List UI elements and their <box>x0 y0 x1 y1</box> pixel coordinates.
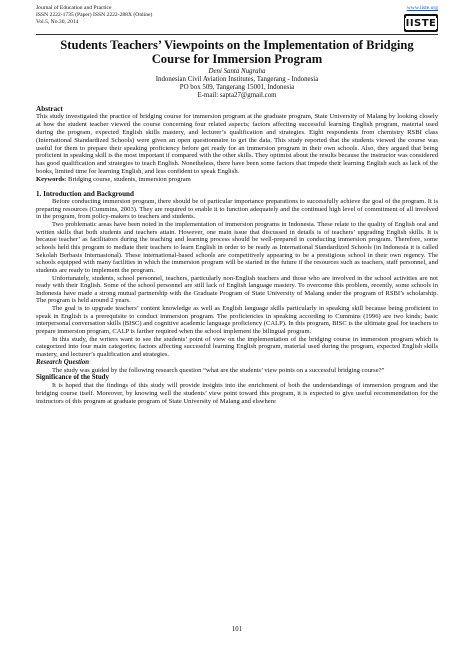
iiste-logo <box>404 14 438 32</box>
page-header <box>36 5 438 32</box>
abstract-text: This study investigated the practice of bridging course for immersion program at the graduate program, State University of Malang by looking closely at how the student teacher viewed the course concerning four related aspects; factors affecting successful learning English program, material used during the program, expected English skills mastery, and lecturer’s qualification and strategies. Eight respondents from chemistry RSBI class (International Standardized Schools) were given an open questionnaire to get the data. This study reported that the students viewed the course was useful for them to prepare their speaking proficiency before get ready for an immersion program in their own schools. Also, they argued that being proficient in speaking skill is the most important if compared with the other skills. They optimist about the results because the instructor was considered has good qualification and strategies to teach English. Nonetheless, there have been some factors that impede their learning English such as lack of the books, limited time for learning English, and less confident to speak English. <box>36 113 438 175</box>
keywords-text: : Bridging course, students, immersion program <box>64 175 191 183</box>
research-question-text: The study was guided by the following research question “what are the students’ view points on a successful bridging course?” <box>52 366 385 374</box>
keywords <box>36 176 438 184</box>
author-block <box>36 68 438 100</box>
paragraph: In this study, the writers want to see the students’ point of view on the implementation of the bridging course in immersion program which is categorized into four main categories; factors affecting successful learning English program, material used during the program, expected English skills mastery, and lecturer’s qualification and strategies. <box>36 335 438 359</box>
paragraph: Two problematic areas have been noted in the implementation of immersion programs in Indonesia. These relate to the quality of English oral and written skills that both students and teachers attain. However, one main issue that discussed in details is of teachers’ upgrading English skills. It is because teacher’ as facilitators during the teaching and learning process should be well-prepared in conducting immersion program. Therefore, some schools held this program to mediate their teachers to learn English in order to be ready as International Standardized Schools (in Indonesia it is called Sekolah Berbasis Internasional). These international-based schools are competitively appearing to be a prestigious school in their own regency. The schools equipped with many facilities in which the immersion program will be started in the future if the resources such as teachers, staff personnel, and students are ready to implement the program. <box>36 220 438 274</box>
journal-name: Journal of Education and Practice <box>36 5 112 11</box>
significance-heading: Significance of the Study <box>36 374 109 382</box>
page-number: 101 <box>231 626 243 633</box>
paper-title: Students Teachers’ Viewpoints on the Implementation of Bridging Course for Immersion Program <box>60 38 414 66</box>
header-right <box>404 5 438 32</box>
paragraph: Unfortunately, students, school personnel, teachers, particularly non-English teachers and those who are involved in the school activities are not ready with their English. Some of the school personnel are still lack of English language mastery. To overcome this problem, recently, some schools in Indonesia have made a strong mutual partnership with the Graduate Program of State University of Malang under the program of RSBI’s scholarship. The program is held around 2 years. <box>36 274 438 305</box>
journal-info <box>36 5 152 27</box>
paragraph: Before conducting immersion program, there should be of particular importance preparations to successfully achieve the goal of the program. It is preparing resources (Cummins, 2003). They are required to enable it to function adequately and the continued high level of commitment of all involved in the program, from policy-makers to teachers and students. <box>36 197 438 221</box>
research-question-heading: Research Question <box>36 358 90 366</box>
author-address: PO box 509, Tangerang 15001, Indonesia <box>179 84 295 92</box>
significance-text: It is hoped that the findings of this study will provide insights into the enrichment of both the understandings of immersion program and the bridging course itself. Moreover, by knowing well the students’ view point toward this program, it is expected to give useful recommendation for the instructors of this program at graduate program of State University of Malang and elswhere <box>36 382 438 405</box>
keywords-label: Keywords <box>36 175 65 183</box>
author-name: Deni Santa Nugraha <box>208 68 266 75</box>
logo-text: IISTE <box>405 17 437 29</box>
journal-issn: ISSN 2222-1735 (Paper) ISSN 2222-288X (Online) <box>36 12 153 19</box>
journal-volume: Vol.5, No.30, 2014 <box>36 19 79 26</box>
abstract-heading: Abstract <box>36 105 63 114</box>
author-email: E-mail: sapta27@gmail.com <box>197 92 277 100</box>
section-heading-introduction: 1. Introduction and Background <box>36 189 134 198</box>
author-affiliation: Indonesian Civil Aviation Institutes, Tangerang - Indonesia <box>155 76 319 84</box>
header-divider <box>36 34 438 35</box>
paragraph: The goal is to upgrade teachers’ content knowledge as well as English language skills particularly in speaking skill because being proficient to speak in English is a prerequisite to conduct immersion program. The proficiencies in speaking according to Cummins (1996) are two kinds; basic interpersonal conversation skills (BISC) and cognitive academic language proficiency (CALP). In this program, BISC is the ultimate goal for teachers to prepare immersion program, CALP is farther required when the school implement the bilingual program. <box>36 305 438 336</box>
journal-url-link[interactable]: www.iiste.org <box>406 5 438 11</box>
